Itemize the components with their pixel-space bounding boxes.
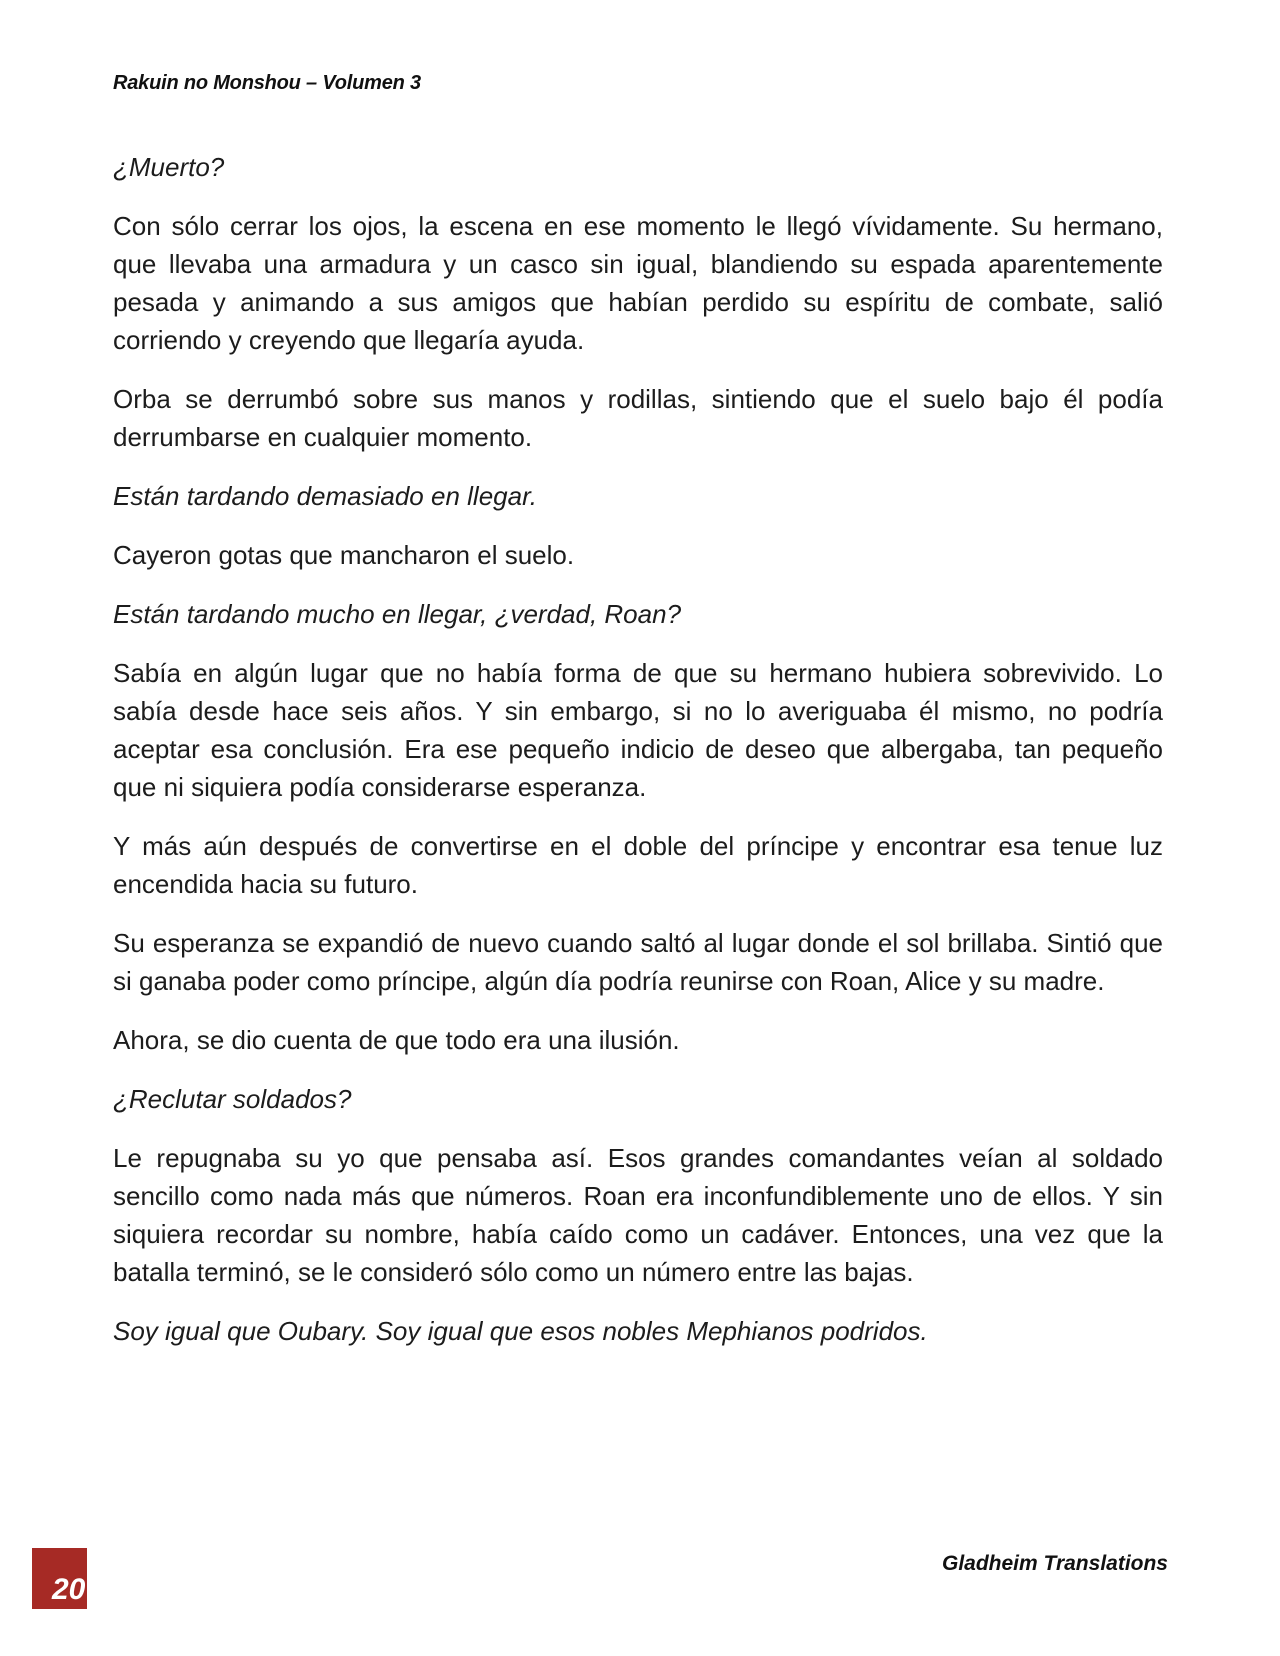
paragraph: Orba se derrumbó sobre sus manos y rodillas, sintiendo que el suelo bajo él podía derrumbarse en cualquier momento.	[113, 384, 1163, 452]
paragraph: Con sólo cerrar los ojos, la escena en ese momento le llegó vívidamente. Su hermano, que llevaba una armadura y un casco sin igual, blandiendo su espada aparentemente pesada y animando a sus amigos que habían perdido su espíritu de combate, salió corriendo y creyendo que llegaría ayuda.	[113, 211, 1163, 355]
paragraph: ¿Muerto?	[113, 152, 225, 182]
paragraph: Ahora, se dio cuenta de que todo era una ilusión.	[113, 1025, 680, 1055]
paragraph: Soy igual que Oubary. Soy igual que esos nobles Mephianos podridos.	[113, 1316, 928, 1346]
paragraph: Están tardando mucho en llegar, ¿verdad, Roan?	[113, 599, 682, 629]
page-number: 20	[52, 1573, 86, 1606]
paragraph: Sabía en algún lugar que no había forma de que su hermano hubiera sobrevivido. Lo sabía desde hace seis años. Y sin embargo, si no lo averiguaba él mismo, no podría aceptar esa conclusión. Era ese pequeño indicio de deseo que albergaba, tan pequeño que ni siquiera podía considerarse esperanza.	[113, 658, 1163, 802]
translator-credit: Gladheim Translations	[941, 1552, 1168, 1575]
paragraph: Su esperanza se expandió de nuevo cuando saltó al lugar donde el sol brillaba. Sintió que si ganaba poder como príncipe, algún día podría reunirse con Roan, Alice y su madre.	[113, 928, 1163, 996]
paragraph: Están tardando demasiado en llegar.	[113, 481, 537, 511]
paragraph: ¿Reclutar soldados?	[113, 1084, 352, 1114]
running-header: Rakuin no Monshou – Volumen 3	[113, 72, 421, 94]
paragraph: Le repugnaba su yo que pensaba así. Esos grandes comandantes veían al soldado sencillo como nada más que números. Roan era inconfundiblemente uno de ellos. Y sin siquiera recordar su nombre, había caído como un cadáver. Entonces, una vez que la batalla terminó, se le consideró sólo como un número entre las bajas.	[113, 1143, 1163, 1287]
paragraph: Cayeron gotas que mancharon el suelo.	[113, 540, 575, 570]
page-number-underline	[32, 1609, 87, 1611]
paragraph: Y más aún después de convertirse en el doble del príncipe y encontrar esa tenue luz encendida hacia su futuro.	[113, 831, 1163, 899]
body-text	[113, 148, 1163, 1371]
